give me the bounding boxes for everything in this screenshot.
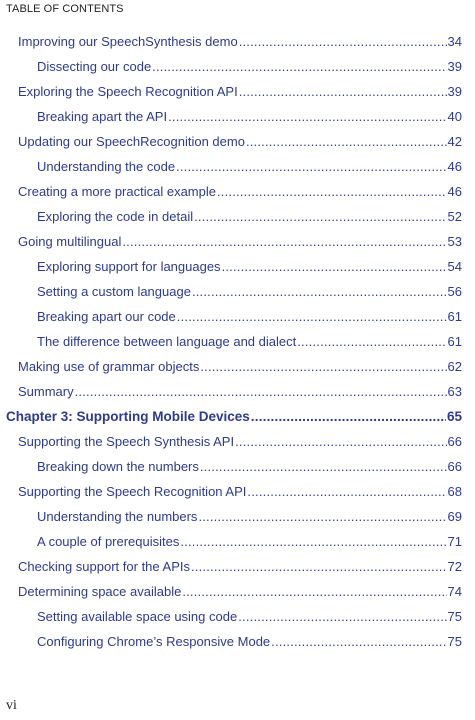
dot-leader [182, 579, 446, 604]
dot-leader [238, 604, 446, 629]
dot-leader [251, 404, 446, 429]
table-of-contents [0, 29, 475, 654]
dot-leader [247, 479, 446, 504]
toc-entry-title: Going multilingual [18, 234, 122, 249]
toc-entry-page-number: 66 [447, 459, 462, 474]
dot-leader [194, 204, 446, 229]
toc-entry-title: Creating a more practical example [18, 184, 216, 199]
dot-leader [239, 79, 447, 104]
toc-entry[interactable] [0, 154, 475, 179]
toc-entry-page-number: 68 [447, 484, 462, 499]
toc-entry-title: Supporting the Speech Synthesis API [18, 434, 235, 449]
toc-entry[interactable] [0, 454, 475, 479]
toc-entry-title: Breaking down the numbers [37, 459, 199, 474]
toc-entry[interactable] [0, 379, 475, 404]
toc-entry[interactable] [0, 429, 475, 454]
dot-leader [198, 504, 446, 529]
dot-leader [180, 529, 446, 554]
toc-entry-page-number: 56 [447, 284, 462, 299]
toc-entry-title: Checking support for the APIs [18, 559, 190, 574]
toc-entry-page-number: 53 [447, 234, 462, 249]
toc-entry-title: Breaking apart our code [37, 309, 176, 324]
toc-entry[interactable] [0, 229, 475, 254]
dot-leader [235, 429, 446, 454]
toc-entry-title: Making use of grammar objects [18, 359, 200, 374]
dot-leader [297, 329, 446, 354]
toc-entry-page-number: 34 [447, 34, 462, 49]
toc-entry[interactable] [0, 529, 475, 554]
toc-entry-title: Chapter 3: Supporting Mobile Devices [6, 409, 250, 424]
toc-entry-title: Supporting the Speech Recognition API [18, 484, 247, 499]
toc-entry-page-number: 46 [447, 159, 462, 174]
dot-leader [177, 304, 447, 329]
toc-entry[interactable] [0, 329, 475, 354]
toc-entry[interactable] [0, 629, 475, 654]
toc-entry-page-number: 71 [447, 534, 462, 549]
toc-entry-title: Breaking apart the API [37, 109, 168, 124]
dot-leader [168, 104, 446, 129]
toc-entry-page-number: 54 [447, 259, 462, 274]
toc-entry-page-number: 65 [446, 409, 462, 424]
toc-entry[interactable] [0, 504, 475, 529]
toc-entry-title: A couple of prerequisites [37, 534, 180, 549]
dot-leader [200, 454, 447, 479]
toc-entry[interactable] [0, 254, 475, 279]
dot-leader [192, 279, 447, 304]
toc-entry[interactable] [0, 129, 475, 154]
dot-leader [200, 354, 446, 379]
toc-entry-title: Improving our SpeechSynthesis demo [18, 34, 238, 49]
toc-entry-page-number: 40 [447, 109, 462, 124]
toc-entry-page-number: 75 [447, 634, 462, 649]
toc-entry-page-number: 39 [447, 59, 462, 74]
toc-entry[interactable] [0, 554, 475, 579]
dot-leader [75, 379, 447, 404]
toc-entry-title: Setting available space using code [37, 609, 238, 624]
toc-entry-title: Updating our SpeechRecognition demo [18, 134, 245, 149]
toc-entry-page-number: 39 [447, 84, 462, 99]
dot-leader [222, 254, 447, 279]
toc-entry-title: Understanding the numbers [37, 509, 198, 524]
toc-entry[interactable] [0, 204, 475, 229]
toc-entry-title: Configuring Chrome’s Responsive Mode [37, 634, 271, 649]
toc-entry-page-number: 72 [447, 559, 462, 574]
toc-entry[interactable] [0, 179, 475, 204]
toc-entry[interactable] [0, 304, 475, 329]
dot-leader [122, 229, 446, 254]
dot-leader [176, 154, 446, 179]
toc-entry-page-number: 42 [447, 134, 462, 149]
page-number: vi [6, 698, 17, 713]
toc-entry-title: Exploring the code in detail [37, 209, 194, 224]
toc-entry[interactable] [0, 579, 475, 604]
toc-entry-page-number: 52 [447, 209, 462, 224]
toc-entry-title: The difference between language and dialect [37, 334, 297, 349]
toc-entry[interactable] [0, 104, 475, 129]
dot-leader [246, 129, 447, 154]
toc-entry[interactable] [0, 354, 475, 379]
toc-entry-title: Exploring the Speech Recognition API [18, 84, 238, 99]
toc-entry-page-number: 46 [447, 184, 462, 199]
toc-entry[interactable] [0, 79, 475, 104]
dot-leader [271, 629, 446, 654]
toc-entry-page-number: 62 [447, 359, 462, 374]
toc-entry-page-number: 69 [447, 509, 462, 524]
toc-entry[interactable] [0, 29, 475, 54]
toc-entry-title: Determining space available [18, 584, 182, 599]
toc-entry-page-number: 66 [447, 434, 462, 449]
toc-entry-page-number: 75 [447, 609, 462, 624]
dot-leader [217, 179, 447, 204]
toc-entry-page-number: 61 [447, 334, 462, 349]
running-header: TABLE OF CONTENTS [6, 3, 124, 15]
dot-leader [239, 29, 447, 54]
dot-leader [191, 554, 447, 579]
toc-entry-title: Setting a custom language [37, 284, 191, 299]
dot-leader [152, 54, 446, 79]
toc-entry-page-number: 63 [447, 384, 462, 399]
toc-entry-title: Understanding the code [37, 159, 176, 174]
toc-entry[interactable] [0, 604, 475, 629]
toc-entry[interactable] [0, 54, 475, 79]
toc-chapter-entry[interactable] [0, 404, 475, 429]
toc-entry-title: Summary [18, 384, 74, 399]
toc-entry-page-number: 74 [447, 584, 462, 599]
toc-entry[interactable] [0, 279, 475, 304]
toc-entry-title: Dissecting our code [37, 59, 152, 74]
toc-entry-title: Exploring support for languages [37, 259, 221, 274]
toc-entry-page-number: 61 [447, 309, 462, 324]
toc-entry[interactable] [0, 479, 475, 504]
